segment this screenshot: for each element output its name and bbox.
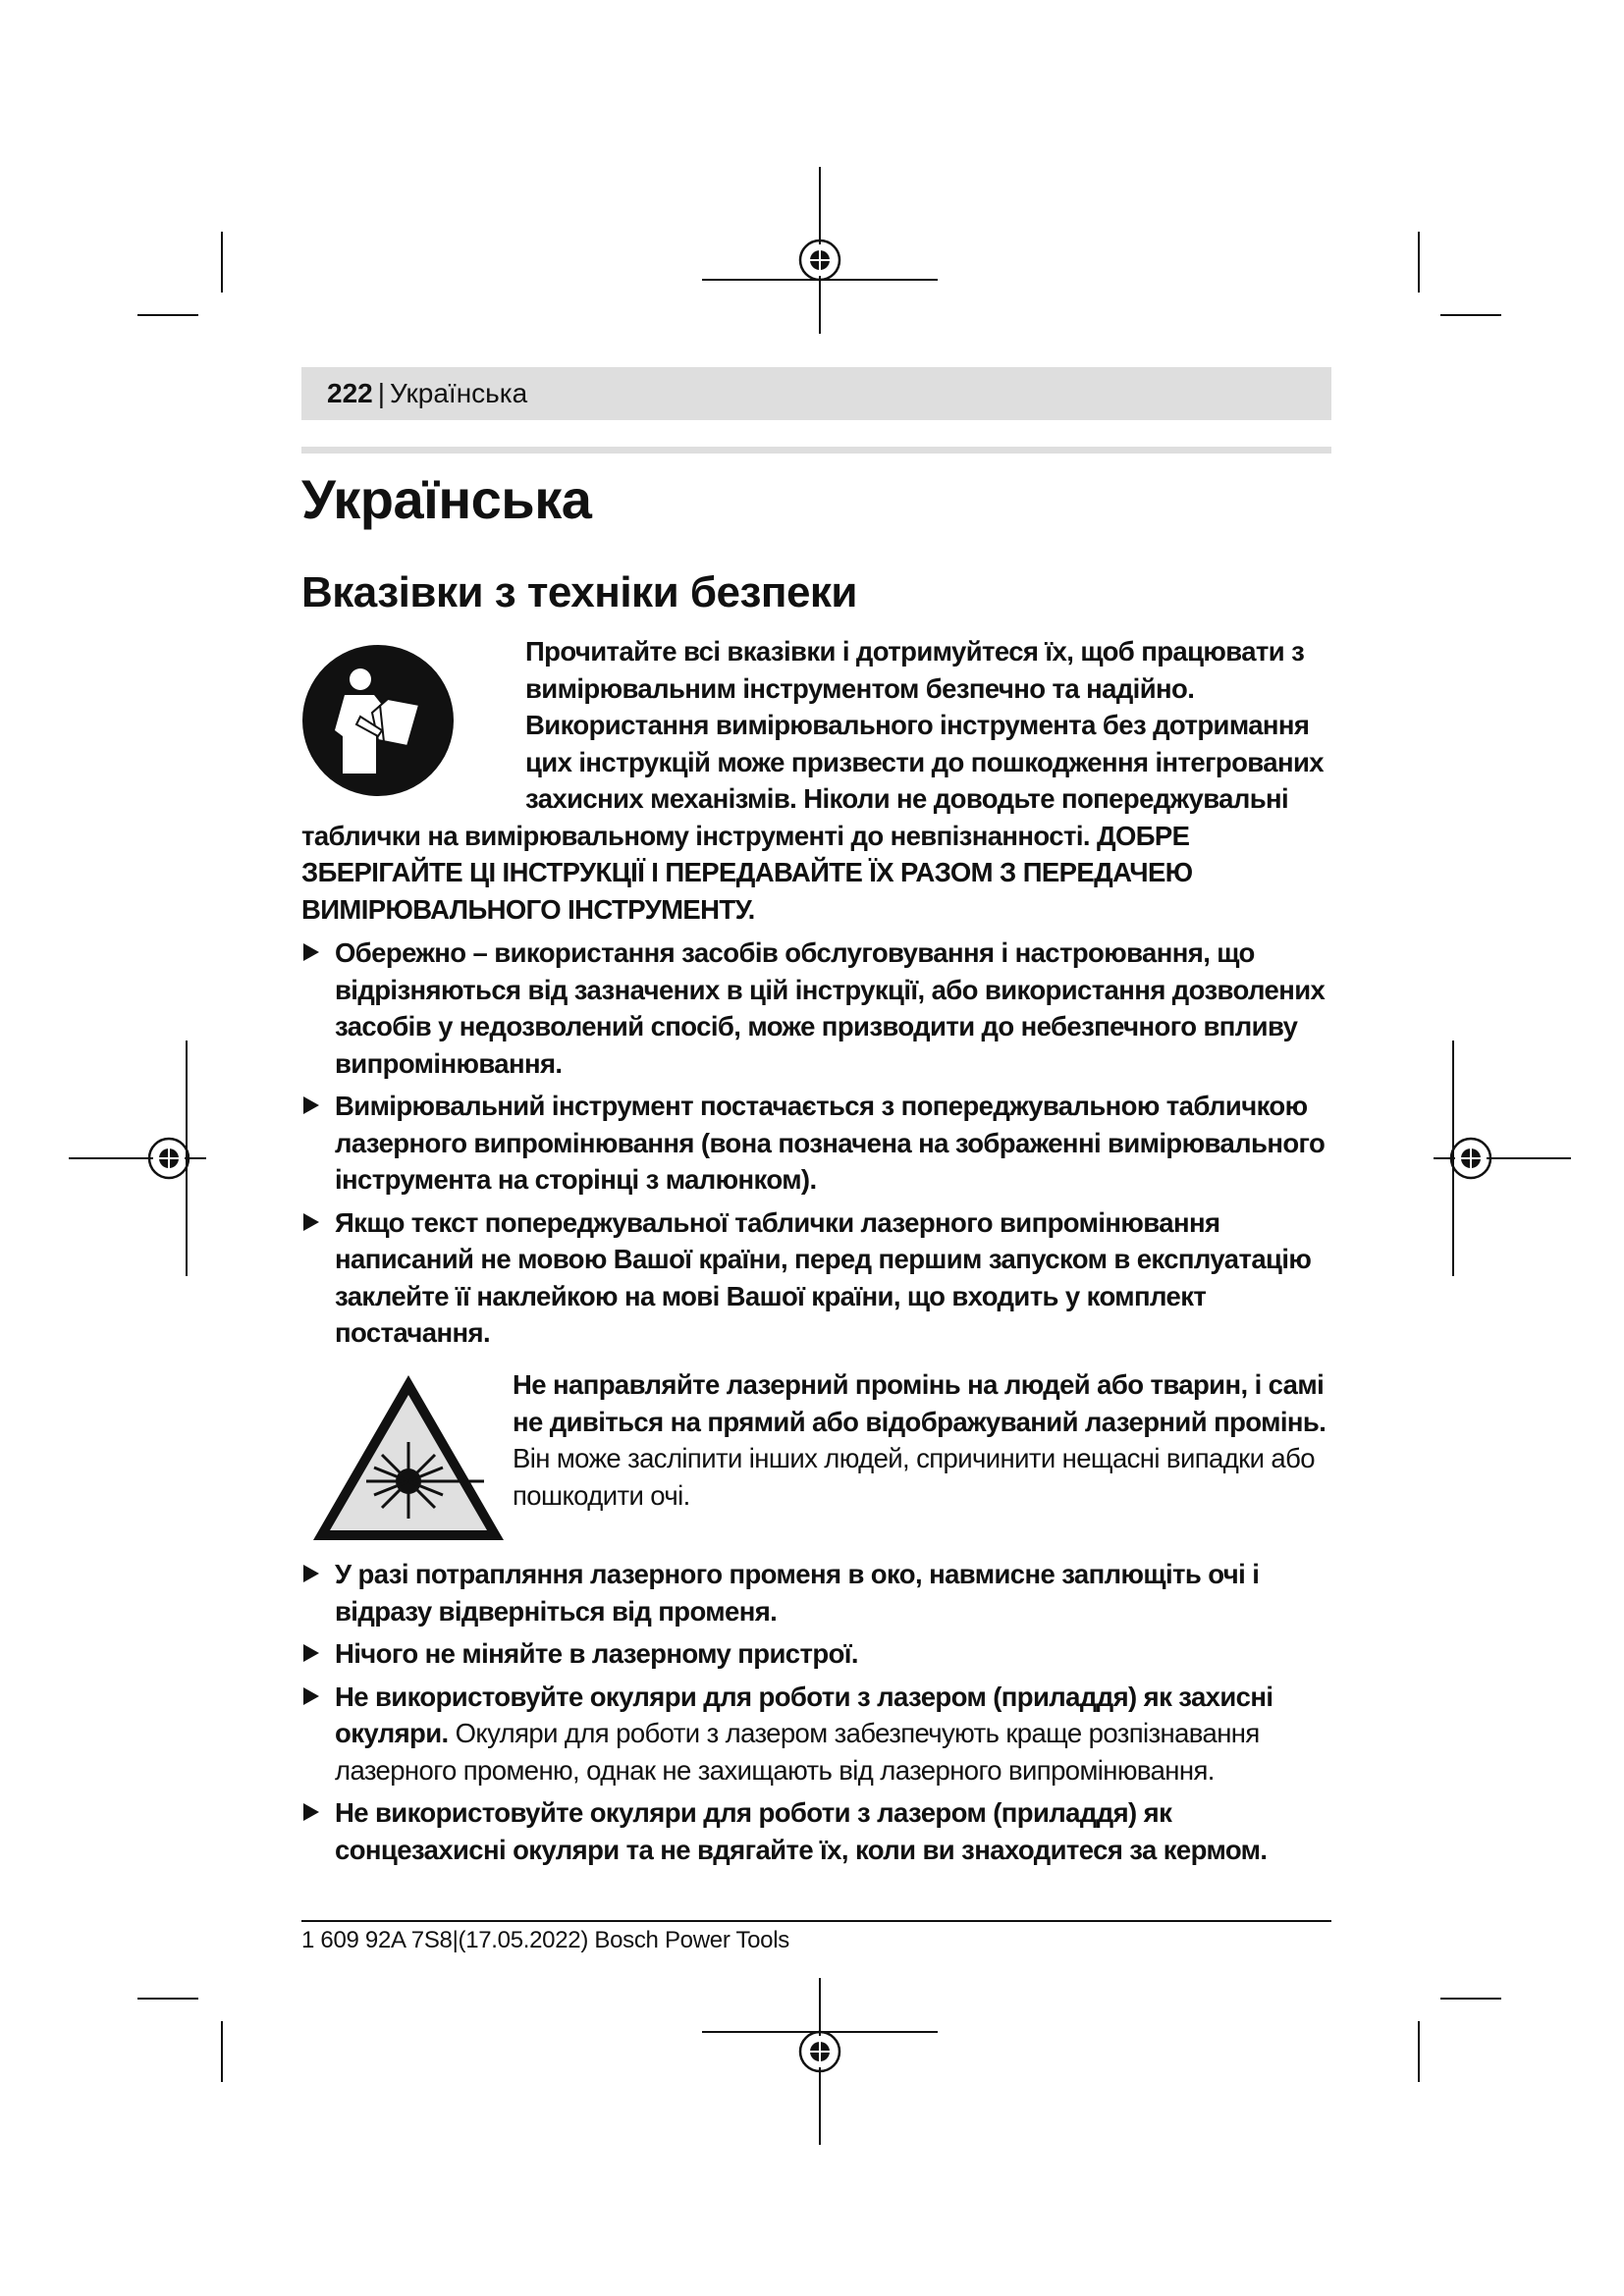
- bullet-normal-text: Окуляри для роботи з лазером забезпечують краще розпізнавання лазерного променю, однак не захищають від лазерного випромінювання.: [335, 1718, 1260, 1786]
- safety-list-top: [301, 934, 1331, 1358]
- page-title: Українська: [301, 468, 592, 530]
- laser-warning-icon: [307, 1369, 510, 1546]
- page-header: [301, 367, 1331, 420]
- bullet-bold-text: Обережно – використання засобів обслуговування і настроювання, що відрізняються від зазначених в цій інструкції, або використання дозволених засобів у недозволений спосіб, може призводити до небезпечного впливу випромінювання.: [335, 937, 1326, 1079]
- laser-warning-paragraph: [513, 1366, 1331, 1514]
- laser-warning-bold: Не направляйте лазерний промінь на людей або тварин, і самі не дивіться на прямий або відображуваний лазерний промінь.: [513, 1369, 1326, 1437]
- laser-warning-normal: Він може засліпити інших людей, спричинити нещасні випадки або пошкодити очі.: [513, 1443, 1315, 1511]
- list-item: [301, 1556, 1331, 1629]
- bullet-bold-text: Не використовуйте окуляри для роботи з лазером (приладдя) як захисні окуляри.: [335, 1681, 1273, 1748]
- registration-mark-bottom: [702, 1949, 938, 2145]
- bullet-triangle-icon: [303, 1803, 319, 1821]
- header-language: Українська: [390, 378, 528, 408]
- bullet-triangle-icon: [303, 1096, 319, 1114]
- intro-paragraph: [301, 633, 1331, 928]
- bullet-bold-text: У разі потрапляння лазерного променя в око, навмисне заплющіть очі і відразу відверніться від променя.: [335, 1559, 1260, 1627]
- header-separator: |: [377, 378, 385, 408]
- list-item: [301, 934, 1331, 1082]
- list-item: [301, 1679, 1331, 1789]
- registration-mark-left: [69, 1041, 206, 1276]
- registration-mark-top: [702, 167, 938, 363]
- bullet-bold-text: Не використовуйте окуляри для роботи з лазером (приладдя) як сонцезахисні окуляри та не вдягайте їх, коли ви знаходитеся за кермом.: [335, 1797, 1268, 1865]
- bullet-triangle-icon: [303, 943, 319, 961]
- list-item: [301, 1204, 1331, 1352]
- footer-brand: Bosch Power Tools: [594, 1927, 789, 1953]
- list-item: [301, 1635, 1331, 1673]
- bullet-bold-text: Якщо текст попереджувальної таблички лазерного випромінювання написаний не мовою Вашої країни, перед першим запуском в експлуатацію заклейте її наклейкою на мові Вашої країни, що входить у комплект постачання.: [335, 1206, 1312, 1348]
- bullet-bold-text: Нічого не міняйте в лазерному пристрої.: [335, 1638, 858, 1669]
- footer-date: (17.05.2022): [458, 1927, 589, 1953]
- bullet-triangle-icon: [303, 1687, 319, 1705]
- registration-mark-right: [1434, 1041, 1571, 1276]
- bullet-bold-text: Вимірювальний інструмент постачається з попереджувальною табличкою лазерного випромінювання (вона позначена на зображенні вимірювального інструмента на сторінці з малюнком).: [335, 1091, 1326, 1195]
- doc-number: 1 609 92A 7S8: [301, 1927, 453, 1953]
- section-title: Вказівки з техніки безпеки: [301, 568, 857, 616]
- intro-text: Прочитайте всі вказівки і дотримуйтеся їх, щоб працювати з вимірювальним інструментом безпечно та надійно. Використання вимірювального інструмента без дотримання цих інструкцій може призвести до пошкодження інтегрованих захисних механізмів. Ніколи не доводьте попереджувальні таблички на вимірювальному інструменті до невпізнанності. ДОБРЕ ЗБЕРІГАЙТЕ ЦІ ІНСТРУКЦІЇ І ПЕРЕДАВАЙТЕ ЇХ РАЗОМ З ПЕРЕДАЧЕЮ ВИМІРЮВАЛЬНОГО ІНСТРУМЕНТУ.: [301, 636, 1324, 925]
- bullet-triangle-icon: [303, 1565, 319, 1582]
- page-number: 222: [327, 378, 373, 408]
- bullet-triangle-icon: [303, 1213, 319, 1231]
- footer-separator: |: [452, 1927, 459, 1953]
- list-item: [301, 1088, 1331, 1199]
- list-item: [301, 1794, 1331, 1868]
- page-footer: [301, 1926, 789, 1955]
- header-rule: [301, 447, 1331, 454]
- footer-rule: [301, 1920, 1331, 1922]
- bullet-triangle-icon: [303, 1644, 319, 1662]
- safety-list-bottom: [301, 1556, 1331, 1874]
